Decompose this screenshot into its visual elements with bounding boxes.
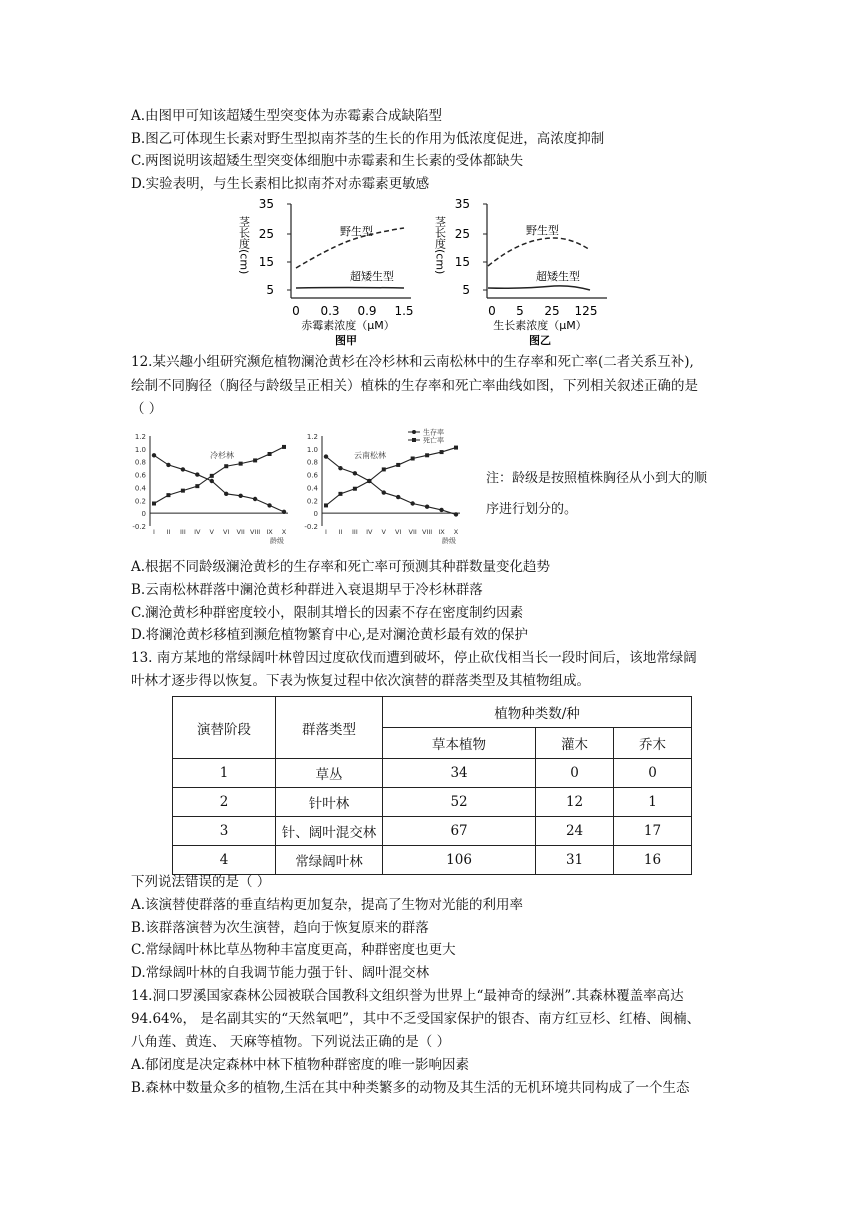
dwarf-label: 超矮生型: [350, 270, 394, 283]
table-row: [173, 759, 692, 788]
q13-stem-2: 叶林才逐步得以恢复。下表为恢复过程中依次演替的群落类型及其植物组成。: [131, 673, 590, 689]
death-point: [338, 492, 342, 496]
chart-jia: [238, 198, 414, 347]
x-tick-label: I: [325, 528, 327, 536]
q13-prompt: 下列说法错误的是（ ）: [131, 874, 271, 890]
q12-option-c: C.澜沧黄杉种群密度较小，限制其增长的因素不存在密度制约因素: [131, 605, 524, 621]
wild-label: 野生型: [526, 224, 559, 237]
x-tick-label: VI: [395, 528, 402, 536]
q11-option-b: B.图乙可体现生长素对野生型拟南芥茎的生长的作用为低浓度促进，高浓度抑制: [131, 131, 605, 147]
chart-jia-ylabel: 茎长度(cm): [237, 216, 251, 275]
legend-label-survival: 生存率: [423, 428, 444, 437]
y-tick-label: 0.4: [306, 484, 318, 493]
x-tick-label: VII: [236, 528, 245, 536]
q14-option-a: A.郁闭度是决定森林中林下植物种群密度的唯一影响因素: [131, 1057, 470, 1073]
cell: 4: [173, 846, 276, 875]
survival-point: [195, 472, 199, 476]
x-tick-label: III: [180, 528, 186, 536]
x-tick-label: I: [153, 528, 155, 536]
q11-option-c: C.两图说明该超矮生型突变体细胞中赤霉素和生长素的受体都缺失: [131, 153, 524, 169]
cell: 67: [383, 817, 536, 846]
x-tick-label: X: [453, 528, 459, 536]
chart-title: 图甲: [335, 334, 357, 347]
survival-point: [425, 505, 429, 509]
death-point: [210, 474, 214, 478]
tick: 25: [258, 227, 274, 241]
x-tick-label: V: [209, 528, 215, 536]
y-tick-label: -0.2: [304, 523, 318, 531]
y-tick-label: 0.8: [306, 458, 318, 467]
header-tree: 乔木: [614, 728, 692, 759]
legend-marker-survival: [412, 430, 416, 434]
death-point: [268, 452, 272, 456]
survival-point: [454, 512, 458, 516]
chart-yi-ylabel: 茎长度(cm): [433, 216, 447, 275]
tick: 25: [454, 227, 470, 241]
death-point: [396, 463, 400, 467]
q12-note-2: 序进行划分的。: [486, 502, 578, 517]
q12-stem-2: 绘制不同胸径（胸径与龄级呈正相关）植株的生存率和死亡率曲线如图，下列相关叙述正确的是: [131, 378, 698, 394]
table-row: [173, 817, 692, 846]
y-tick-label: 0: [141, 510, 146, 519]
tick: 35: [454, 198, 470, 211]
cell: 针、阔叶混交林: [276, 817, 383, 846]
survival-point: [324, 454, 328, 458]
q12-figure: [128, 426, 468, 556]
xlabel: 生长素浓度（μM）: [493, 319, 587, 332]
table-row: [173, 846, 692, 875]
cell: 针叶林: [276, 788, 383, 817]
x-tick-label: VIII: [422, 528, 433, 536]
death-point: [181, 489, 185, 493]
q12-stem-3: （ ）: [131, 401, 163, 417]
cell: 0: [536, 759, 614, 788]
tick: 0.3: [320, 304, 340, 318]
cell: 52: [383, 788, 536, 817]
death-point: [282, 445, 286, 449]
survival-point: [439, 508, 443, 512]
cell: 106: [383, 846, 536, 875]
cell: 16: [614, 846, 692, 875]
death-point: [353, 487, 357, 491]
death-point: [382, 467, 386, 471]
survival-point: [181, 467, 185, 471]
cell: 常绿阔叶林: [276, 846, 383, 875]
survival-point: [282, 510, 286, 514]
y-tick-label: 1.0: [306, 445, 318, 454]
death-point: [454, 446, 458, 450]
death-point: [367, 479, 371, 483]
x-tick-label: II: [166, 528, 171, 536]
survival-point: [238, 494, 242, 498]
survival-point: [353, 471, 357, 475]
survival-point: [338, 466, 342, 470]
q13-option-c: C.常绿阔叶林比草丛物种丰富度更高，种群密度也更大: [131, 942, 456, 958]
x-tick-label: IV: [194, 528, 201, 536]
header-herb: 草本植物: [383, 728, 536, 759]
death-point: [324, 503, 328, 507]
x-tick-label: IV: [366, 528, 373, 536]
q12-note-1: 注：龄级是按照植株胸径从小到大的顺: [486, 471, 708, 486]
q11-option-a: A.由图甲可知该超矮生型突变体为赤霉素合成缺陷型: [131, 108, 443, 124]
xlabel: 赤霉素浓度（μM）: [301, 319, 395, 332]
series-line-survival: [326, 457, 456, 515]
dwarf-curve: [488, 286, 590, 290]
q12-option-d: D.将澜沧黄杉移植到濒危植物繁育中心,是对澜沧黄杉最有效的保护: [131, 627, 528, 643]
death-point: [152, 502, 156, 506]
wild-label: 野生型: [340, 225, 373, 238]
cell: 草丛: [276, 759, 383, 788]
cell: 34: [383, 759, 536, 788]
death-point: [253, 458, 257, 462]
series-line-survival: [154, 455, 284, 512]
cell: 0: [614, 759, 692, 788]
x-tick-label: X: [281, 528, 287, 536]
header-shrub: 灌木: [536, 728, 614, 759]
wild-type-curve: [488, 238, 590, 266]
cell: 31: [536, 846, 614, 875]
tick: 5: [266, 283, 274, 297]
header-species: 植物种类数/种: [383, 697, 692, 728]
death-point: [224, 464, 228, 468]
y-tick-label: 1.2: [134, 433, 146, 441]
death-point: [195, 484, 199, 488]
survival-point: [166, 463, 170, 467]
cell: 3: [173, 817, 276, 846]
y-tick-label: 0.2: [134, 497, 146, 506]
q14-option-b: B.森林中数量众多的植物,生活在其中种类繁多的动物及其生活的无机环境共同构成了一个生态: [131, 1080, 690, 1096]
y-tick-label: 0.2: [306, 497, 318, 506]
death-point: [411, 457, 415, 461]
tick: 25: [544, 304, 560, 318]
chart-title: 冷杉林: [210, 451, 234, 460]
y-tick-label: 1.2: [306, 433, 318, 441]
legend-label-death: 死亡率: [423, 436, 444, 445]
cell: 17: [614, 817, 692, 846]
cell: 24: [536, 817, 614, 846]
survival-point: [410, 501, 414, 505]
death-point: [239, 462, 243, 466]
q11-figure: [236, 198, 616, 348]
death-point: [440, 450, 444, 454]
cell: 2: [173, 788, 276, 817]
header-stage: 演替阶段: [173, 697, 276, 759]
tick: 15: [258, 255, 274, 269]
table-row: [173, 788, 692, 817]
q13-option-d: D.常绿阔叶林的自我调节能力强于针、阔叶混交林: [131, 965, 430, 981]
q11-option-d: D.实验表明，与生长素相比拟南芥对赤霉素更敏感: [131, 176, 430, 192]
series-line-death: [326, 448, 456, 506]
death-point: [166, 493, 170, 497]
cell: 12: [536, 788, 614, 817]
succession-table: [172, 696, 692, 875]
x-tick-label: IX: [266, 528, 273, 536]
y-tick-label: 0.8: [134, 458, 146, 467]
tick: 5: [516, 304, 524, 318]
tick: 0: [292, 304, 300, 318]
q14-stem-2: 94.64%， 是名副其实的“天然氧吧”，其中不乏受国家保护的银杏、南方红豆杉、红椿、闽楠、: [131, 1011, 701, 1027]
death-point: [425, 453, 429, 457]
q12-option-b: B.云南松林群落中澜沧黄杉种群进入衰退期早于冷杉林群落: [131, 582, 483, 598]
x-tick-label: V: [381, 528, 387, 536]
x-axis-label: 龄级: [442, 537, 456, 545]
legend-marker-death: [412, 438, 416, 442]
cell: 1: [614, 788, 692, 817]
tick: 5: [462, 283, 470, 297]
chart-yi: [434, 198, 608, 347]
y-tick-label: 0.6: [134, 471, 146, 480]
x-tick-label: VII: [408, 528, 417, 536]
q13-option-b: B.该群落演替为次生演替，趋向于恢复原来的群落: [131, 920, 429, 936]
q13-stem-1: 13. 南方某地的常绿阔叶林曾因过度砍伐而遭到破坏，停止砍伐相当长一段时间后，该地常绿阔: [131, 650, 697, 666]
survival-point: [267, 503, 271, 507]
tick: 125: [574, 304, 598, 318]
q12-stem-1: 12.某兴趣小组研究濒危植物澜沧黄杉在冷杉林和云南松林中的生存率和死亡率(二者关系互补),: [131, 354, 694, 370]
y-tick-label: 0: [313, 510, 318, 519]
cell: 1: [173, 759, 276, 788]
x-tick-label: III: [352, 528, 358, 536]
x-tick-label: II: [338, 528, 343, 536]
q13-option-a: A.该演替使群落的垂直结构更加复杂，提高了生物对光能的利用率: [131, 897, 524, 913]
survival-point: [152, 453, 156, 457]
y-tick-label: 0.6: [306, 471, 318, 480]
x-tick-label: VI: [223, 528, 230, 536]
q14-stem-1: 14.洞口罗溪国家森林公园被联合国教科文组织誉为世界上“最神奇的绿洲”.其森林覆盖率高达: [131, 988, 684, 1004]
chart-title: 云南松林: [354, 451, 386, 460]
survival-point: [253, 497, 257, 501]
dwarf-curve: [296, 288, 404, 289]
tick: 1.5: [394, 304, 414, 318]
header-type: 群落类型: [276, 697, 383, 759]
tick: 15: [454, 255, 470, 269]
tick: 0.9: [357, 304, 377, 318]
survival-point: [210, 479, 214, 483]
survival-point: [382, 490, 386, 494]
x-tick-label: IX: [438, 528, 445, 536]
q14-stem-3: 八角莲、黄连、 天麻等植物。下列说法正确的是（ ）: [131, 1034, 451, 1050]
q12-option-a: A.根据不同龄级澜沧黄杉的生存率和死亡率可预测其种群数量变化趋势: [131, 559, 551, 575]
dwarf-label: 超矮生型: [536, 270, 580, 283]
y-tick-label: -0.2: [132, 523, 146, 531]
y-tick-label: 1.0: [134, 445, 146, 454]
x-tick-label: VIII: [250, 528, 261, 536]
x-axis-label: 龄级: [270, 537, 284, 545]
y-tick-label: 0.4: [134, 484, 146, 493]
survival-point: [224, 492, 228, 496]
tick: 35: [258, 198, 274, 211]
tick: 0: [488, 304, 496, 318]
chart-title: 图乙: [529, 334, 551, 347]
survival-point: [396, 495, 400, 499]
